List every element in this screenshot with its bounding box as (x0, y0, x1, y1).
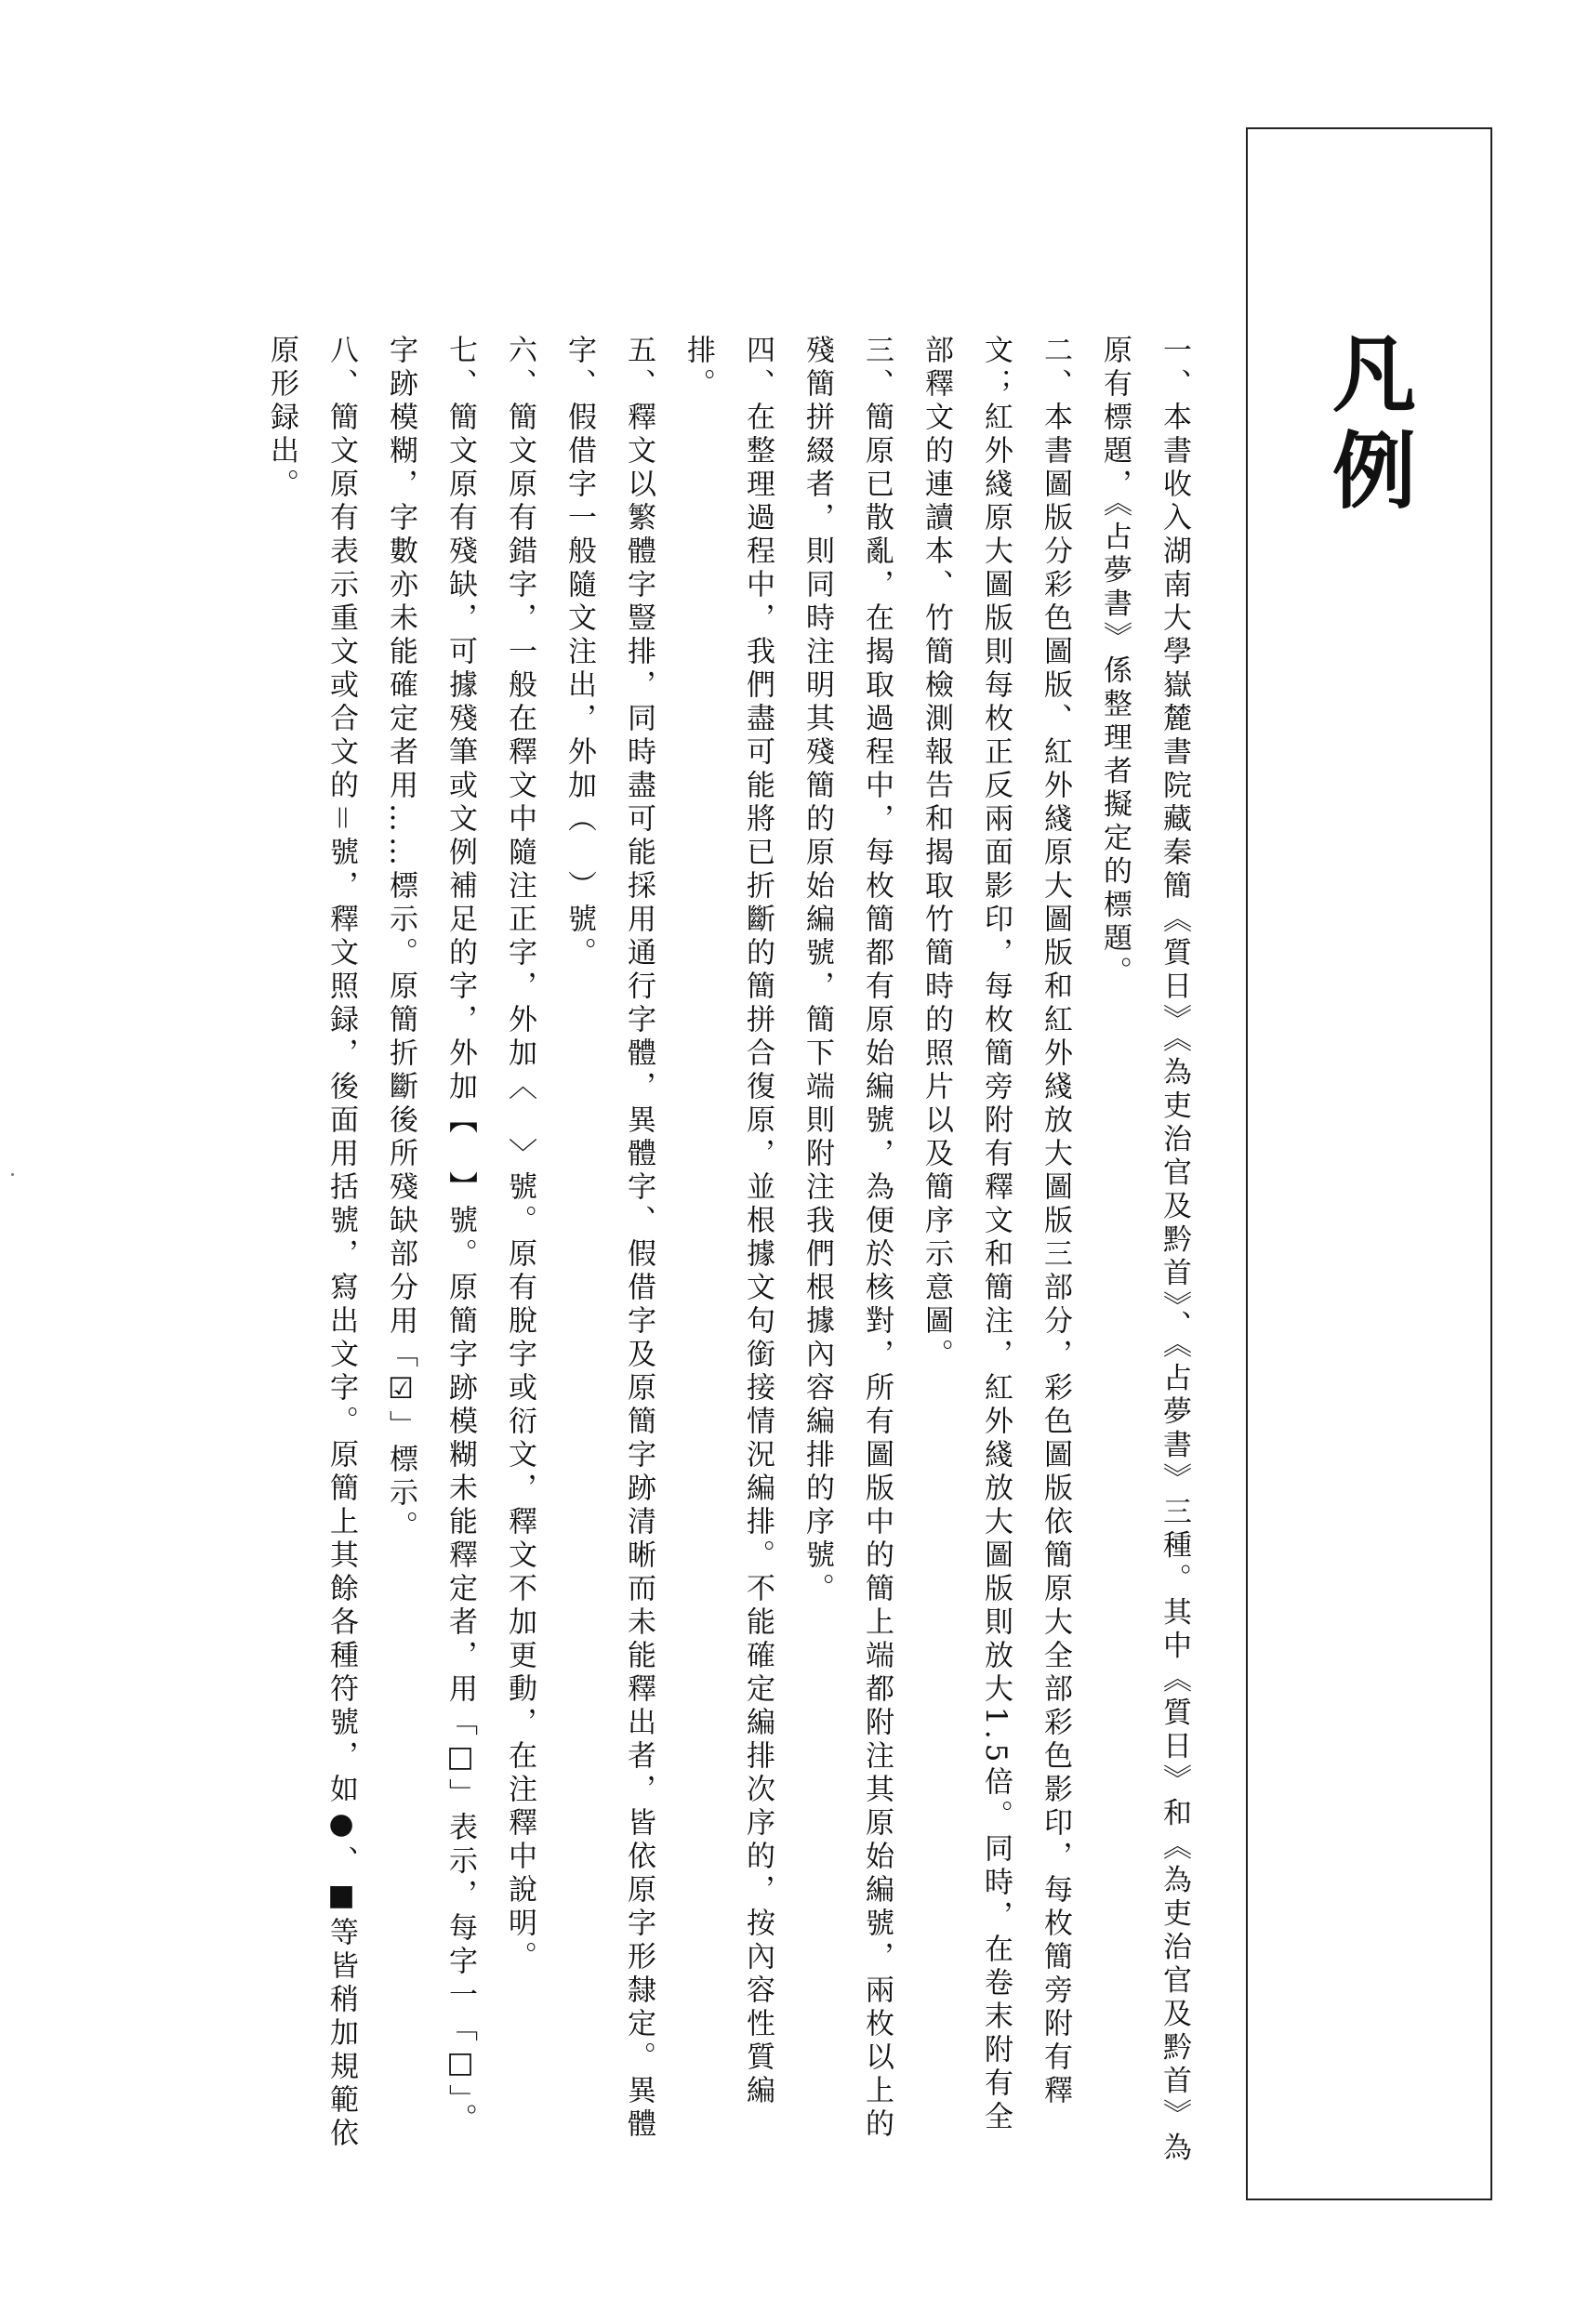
preface-item-8: 八、簡文原有表示重文或合文的＝號，釋文照録，後面用括號，寫出文字。原簡上其餘各種符號，如●、■等皆稍加規範依原形録出。 (265, 335, 358, 2151)
preface-item-5: 五、釋文以繁體字豎排，同時盡可能採用通行字體，異體字、假借字及原簡字跡清晰而未能釋出者，皆依原字形隸定。異體字、假借字一般隨文注出，外加（ ）號。 (563, 335, 655, 2142)
preface-item-1: 一、本書收入湖南大學嶽麓書院藏秦簡《質日》《為吏治官及黔首》、《占夢書》三種。其中《質日》和《為吏治官及黔首》為原有標題，《占夢書》係整理者擬定的標題。 (1098, 335, 1191, 2166)
preface-item-4: 四、在整理過程中，我們盡可能將已折斷的簡拼合復原，並根據文句銜接情況編排。不能確定編排次序的，按內容性質編排。 (682, 335, 775, 2108)
preface-item-6: 六、簡文原有錯字，一般在釋文中隨注正字，外加〈 〉號。原有脫字或衍文，釋文不加更動，在注釋中說明。 (503, 335, 536, 1974)
scan-speck (11, 1173, 14, 1176)
page-title: 凡例 (1318, 330, 1416, 523)
preface-item-7: 七、簡文原有殘缺，可據殘筆或文例補足的字，外加【 】號。原簡字跡模糊未能釋定者，用「□」表示，每字一「□」。字跡模糊，字數亦未能確定者用……標示。原簡折斷後所殘缺部分用「☑」標示。 (384, 335, 477, 2137)
preface-item-3: 三、簡原已散亂，在揭取過程中，每枚簡都有原始編號，為便於核對，所有圖版中的簡上端都附注其原始編號，兩枚以上的殘簡拼綴者，則同時注明其殘簡的原始編號，簡下端則附注我們根據內容編排的序號。 (801, 335, 894, 2142)
preface-item-2: 二、本書圖版分彩色圖版、紅外綫原大圖版和紅外綫放大圖版三部分，彩色圖版依簡原大全部彩色影印，每枚簡旁附有釋文；紅外綫原大圖版則每枚正反兩面影印，每枚簡旁附有釋文和簡注，紅外綫放大圖版則放大1.5倍。同時，在卷末附有全部釋文的連讀本、竹簡檢測報告和揭取竹簡時的照片以及簡序示意圖。 (920, 335, 1072, 2135)
preface-body (265, 335, 1204, 2166)
